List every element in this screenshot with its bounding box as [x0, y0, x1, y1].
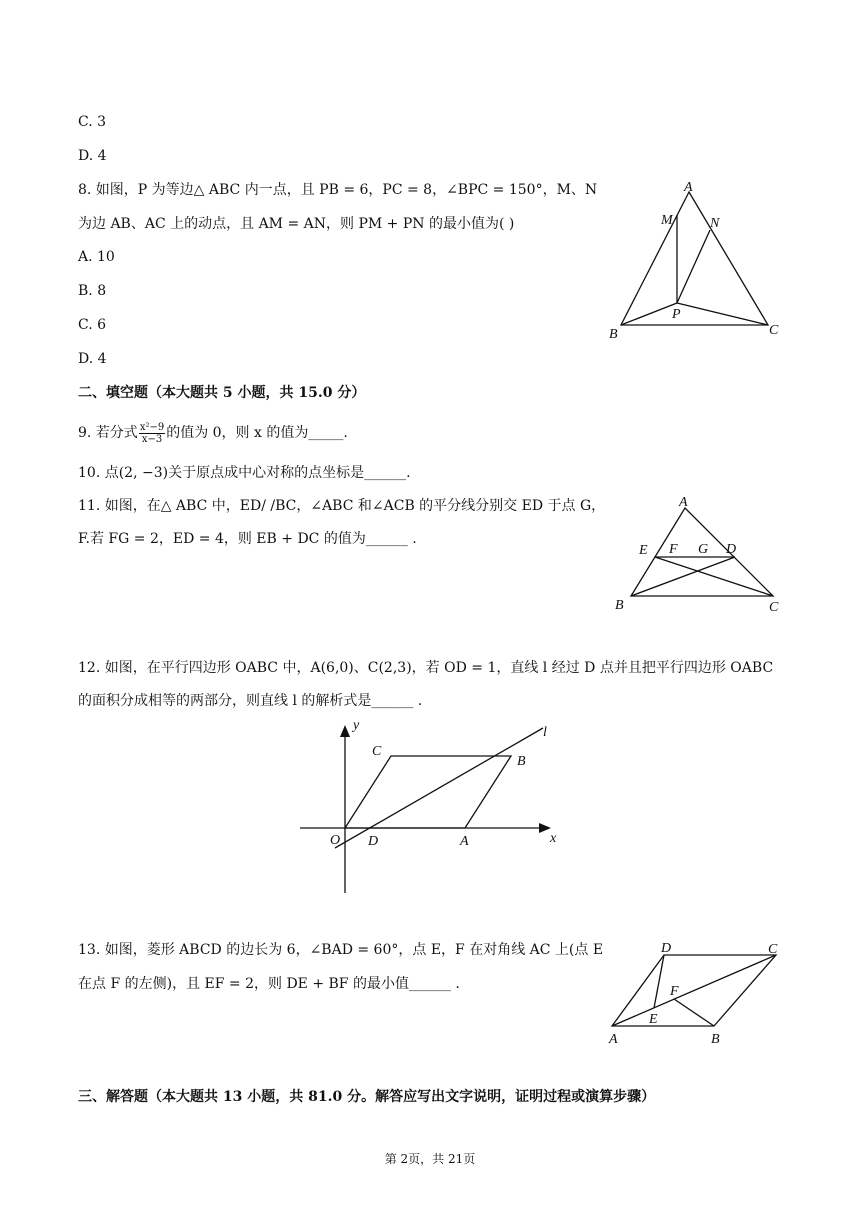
q9-fraction-numerator: x²−9 — [139, 421, 165, 433]
q10-stem: 10. 点(2, −3)关于原点成中心对称的点坐标是______. — [78, 465, 411, 481]
q7-option-c: C. 3 — [78, 114, 107, 130]
q11-label-d: D — [726, 542, 737, 557]
page-footer: 第 2页，共 21页 — [384, 1152, 476, 1166]
q8-label-c: C — [769, 323, 779, 338]
q11-figure-triangle — [605, 490, 795, 620]
q8-label-a: A — [684, 180, 693, 195]
q12-stem-line1: 12. 如图，在平行四边形 OABC 中，A(6,0)、C(2,3)，若 OD = 1，直线 l 经过 D 点并且把平行四边形 OABC — [78, 660, 774, 676]
q11-label-c: C — [769, 600, 779, 615]
q13-stem-line1: 13. 如图，菱形 ABCD 的边长为 6，∠BAD = 60°，点 E，F 在对角线 AC 上(点 E — [78, 942, 604, 958]
q12-label-o: O — [330, 833, 341, 848]
q8-label-n: N — [710, 216, 720, 231]
q13-label-d: D — [661, 941, 672, 956]
q8-label-m: M — [661, 213, 673, 228]
q13-label-a: A — [609, 1032, 618, 1047]
q13-label-c: C — [768, 942, 778, 957]
q11-label-e: E — [639, 543, 648, 558]
q7-option-d: D. 4 — [78, 148, 107, 164]
section-2-heading: 二、填空题（本大题共 5 小题，共 15.0 分） — [78, 385, 366, 401]
q13-label-b: B — [711, 1032, 720, 1047]
q13-figure-rhombus — [600, 935, 800, 1050]
q8-option-d: D. 4 — [78, 351, 107, 367]
q13-label-e: E — [649, 1012, 658, 1027]
q13-label-f: F — [670, 984, 679, 999]
q9-suffix: 的值为 0，则 x 的值为_____. — [166, 425, 348, 441]
q8-option-a: A. 10 — [78, 249, 115, 265]
section-3-heading: 三、解答题（本大题共 13 小题，共 81.0 分。解答应写出文字说明，证明过程或演算步骤） — [78, 1089, 656, 1105]
q9-fraction-denominator: x−3 — [141, 433, 163, 445]
q12-label-d: D — [368, 834, 379, 849]
q12-y-axis-arrow — [340, 725, 350, 737]
q8-label-p: P — [672, 307, 681, 322]
q12-label-a: A — [460, 834, 469, 849]
q11-stem-line2: F.若 FG = 2，ED = 4，则 EB + DC 的值为______ . — [78, 531, 417, 547]
q8-stem-line2: 为边 AB、AC 上的动点，且 AM = AN，则 PM + PN 的最小值为( ) — [78, 216, 515, 232]
q11-label-b: B — [615, 598, 624, 613]
q8-stem-line1: 8. 如图，P 为等边△ ABC 内一点，且 PB = 6，PC = 8，∠BPC = 150°，M、N — [78, 182, 598, 198]
q12-label-x: x — [550, 831, 557, 846]
q8-figure-triangle — [600, 175, 790, 345]
q11-stem-line1: 11. 如图，在△ ABC 中，ED/ /BC，∠ABC 和∠ACB 的平分线分别交 ED 于点 G， — [78, 498, 606, 514]
q12-label-y: y — [353, 718, 360, 733]
q11-label-g: G — [698, 542, 709, 557]
q12-label-b: B — [517, 754, 526, 769]
q12-stem-line2: 的面积分成相等的两部分，则直线 l 的解析式是______ . — [78, 693, 423, 709]
q9-fraction — [139, 422, 165, 445]
q12-label-c: C — [372, 744, 382, 759]
q11-label-f: F — [669, 542, 678, 557]
q9-stem — [78, 420, 348, 446]
q13-stem-line2: 在点 F 的左侧)，且 EF = 2，则 DE + BF 的最小值______ . — [78, 976, 460, 992]
q8-label-b: B — [609, 327, 618, 342]
q9-prefix: 9. 若分式 — [78, 425, 138, 441]
q8-option-c: C. 6 — [78, 317, 107, 333]
q8-option-b: B. 8 — [78, 283, 107, 299]
q12-figure-parallelogram — [295, 715, 575, 900]
q11-label-a: A — [679, 495, 688, 510]
q12-label-l: l — [543, 725, 547, 740]
